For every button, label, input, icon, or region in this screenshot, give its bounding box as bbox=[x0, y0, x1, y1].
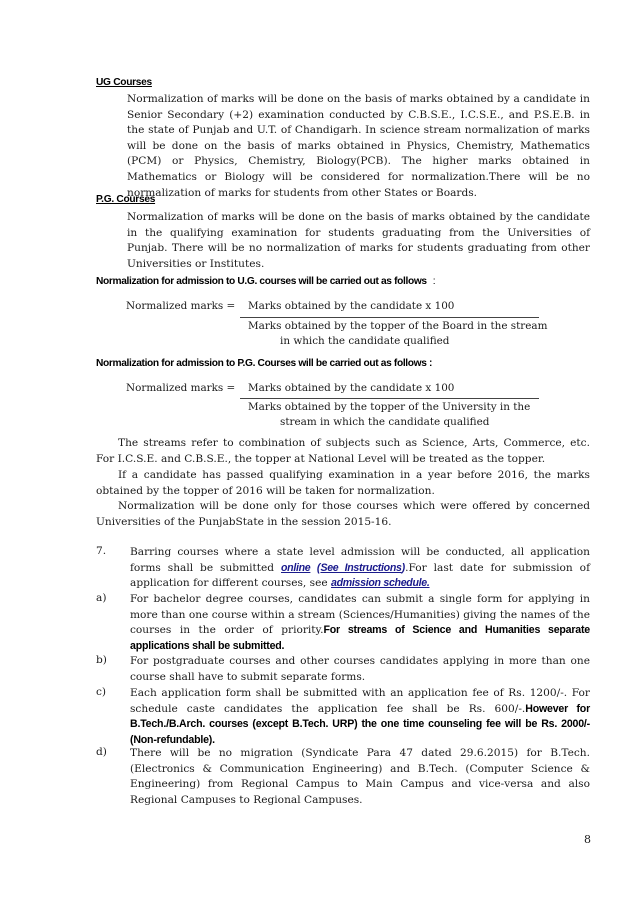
admission-schedule-link[interactable]: admission schedule. bbox=[331, 577, 430, 590]
ug-normalization-colon: : bbox=[432, 276, 436, 287]
item-c-label: c) bbox=[96, 686, 107, 698]
ug-normalization-heading bbox=[96, 276, 435, 287]
ug-courses-text: Normalization of marks will be done on the basis of marks obtained by a candidate in Senior Secondary (+2) examination conducted by C.B.S.E., I.C.S.E., and P.S.E.B. in the state of Punjab and U.T. of Chandigarh. In science stream normalization of marks will be done on the basis of marks obtained in Physics, Chemistry, Mathematics (PCM) or Physics, Chemistry, Biology(PCB). The higher marks obtained in Mathematics or Biology will be considered for normalization.There will be no normalization of marks for students from other States or Boards. bbox=[127, 93, 590, 199]
item-d-label: d) bbox=[96, 746, 107, 758]
ug-courses-heading: UG Courses bbox=[96, 77, 152, 88]
ug-normalization-heading-text: Normalization for admission to U.G. courses will be carried out as follows bbox=[96, 276, 427, 287]
item-c-text-normal: Each application form shall be submitted with an application fee of Rs. 1200/-. For schedule caste candidates the application fee shall be Rs. 600/-. bbox=[130, 687, 590, 715]
online-link[interactable]: online bbox=[281, 561, 311, 574]
pg-courses-text: Normalization of marks will be done on the basis of marks obtained by the candidate in the qualifying examination for students graduating from the Universities of Punjab. There will be no normalization of marks for students graduating from other Universities or Institutes. bbox=[127, 211, 590, 270]
pg-courses-heading: P.G. Courses bbox=[96, 194, 156, 205]
ug-formula-denominator-line2: in which the candidate qualified bbox=[280, 335, 450, 347]
item-a-text-normal: For bachelor degree courses, candidates can submit a single form for applying in more than one course within a stream (Sciences/Humanities) giving the names of the courses in the order of priority. bbox=[130, 593, 590, 637]
item-7-text bbox=[130, 545, 590, 592]
ug-formula-label: Normalized marks = bbox=[126, 300, 236, 312]
item-7-label: 7. bbox=[96, 545, 107, 557]
item-a-text-bold: For streams of Science and Humanities separate applications shall be submitted. bbox=[130, 624, 590, 652]
pg-formula-numerator: Marks obtained by the candidate x 100 bbox=[248, 382, 455, 394]
item-7-text-part1: Barring courses where a state level admission will be conducted, all application forms shall be submitted bbox=[130, 546, 590, 574]
ug-formula-fraction-bar bbox=[240, 317, 539, 318]
item-b-text: For postgraduate courses and other courses candidates applying in more than one course shall have to submit separate forms. bbox=[130, 655, 590, 683]
item-c-text-bold: However for B.Tech./B.Arch. courses (except B.Tech. URP) the one time counseling fee will be Rs. 2000/-(Non-refundable). bbox=[130, 702, 590, 746]
offered-note: Normalization will be done only for those courses which were offered by concerned Universities of the PunjabState in the session 2015-16. bbox=[96, 500, 590, 528]
pg-formula-label: Normalized marks = bbox=[126, 382, 236, 394]
pg-formula-fraction-bar bbox=[240, 398, 539, 399]
see-instructions-link[interactable]: See Instructions bbox=[320, 561, 402, 574]
item-d-text: There will be no migration (Syndicate Para 47 dated 29.6.2015) for B.Tech. (Electronics & Communication Engineering) and B.Tech. (Computer Science & Engineering) from Regional Campus to Main Campus and vice-versa and also Regional Campuses to Regional Campuses. bbox=[130, 747, 590, 806]
item-c-text bbox=[130, 686, 590, 748]
page-number: 8 bbox=[584, 833, 591, 846]
pg-formula-denominator-line1: Marks obtained by the topper of the University in the bbox=[248, 401, 531, 413]
item-7-paren-open: ( bbox=[310, 561, 321, 574]
item-a-text bbox=[130, 592, 590, 654]
item-7-paren-close: ) bbox=[401, 561, 406, 574]
item-a-label: a) bbox=[96, 592, 107, 604]
ug-formula-numerator: Marks obtained by the candidate x 100 bbox=[248, 300, 455, 312]
ug-formula-denominator-line1: Marks obtained by the topper of the Board in the stream bbox=[248, 320, 548, 332]
year-note: If a candidate has passed qualifying examination in a year before 2016, the marks obtained by the topper of 2016 will be taken for normalization. bbox=[96, 469, 590, 497]
streams-note: The streams refer to combination of subjects such as Science, Arts, Commerce, etc. For I.C.S.E. and C.B.S.E., the topper at National Level will be treated as the topper. bbox=[96, 437, 590, 465]
pg-formula-denominator-line2: stream in which the candidate qualified bbox=[280, 416, 490, 428]
item-b-label: b) bbox=[96, 654, 107, 666]
pg-normalization-heading: Normalization for admission to P.G. Courses will be carried out as follows : bbox=[96, 358, 433, 369]
item-7-text-part2: .For last date for submission of application for different courses, see bbox=[130, 561, 590, 590]
